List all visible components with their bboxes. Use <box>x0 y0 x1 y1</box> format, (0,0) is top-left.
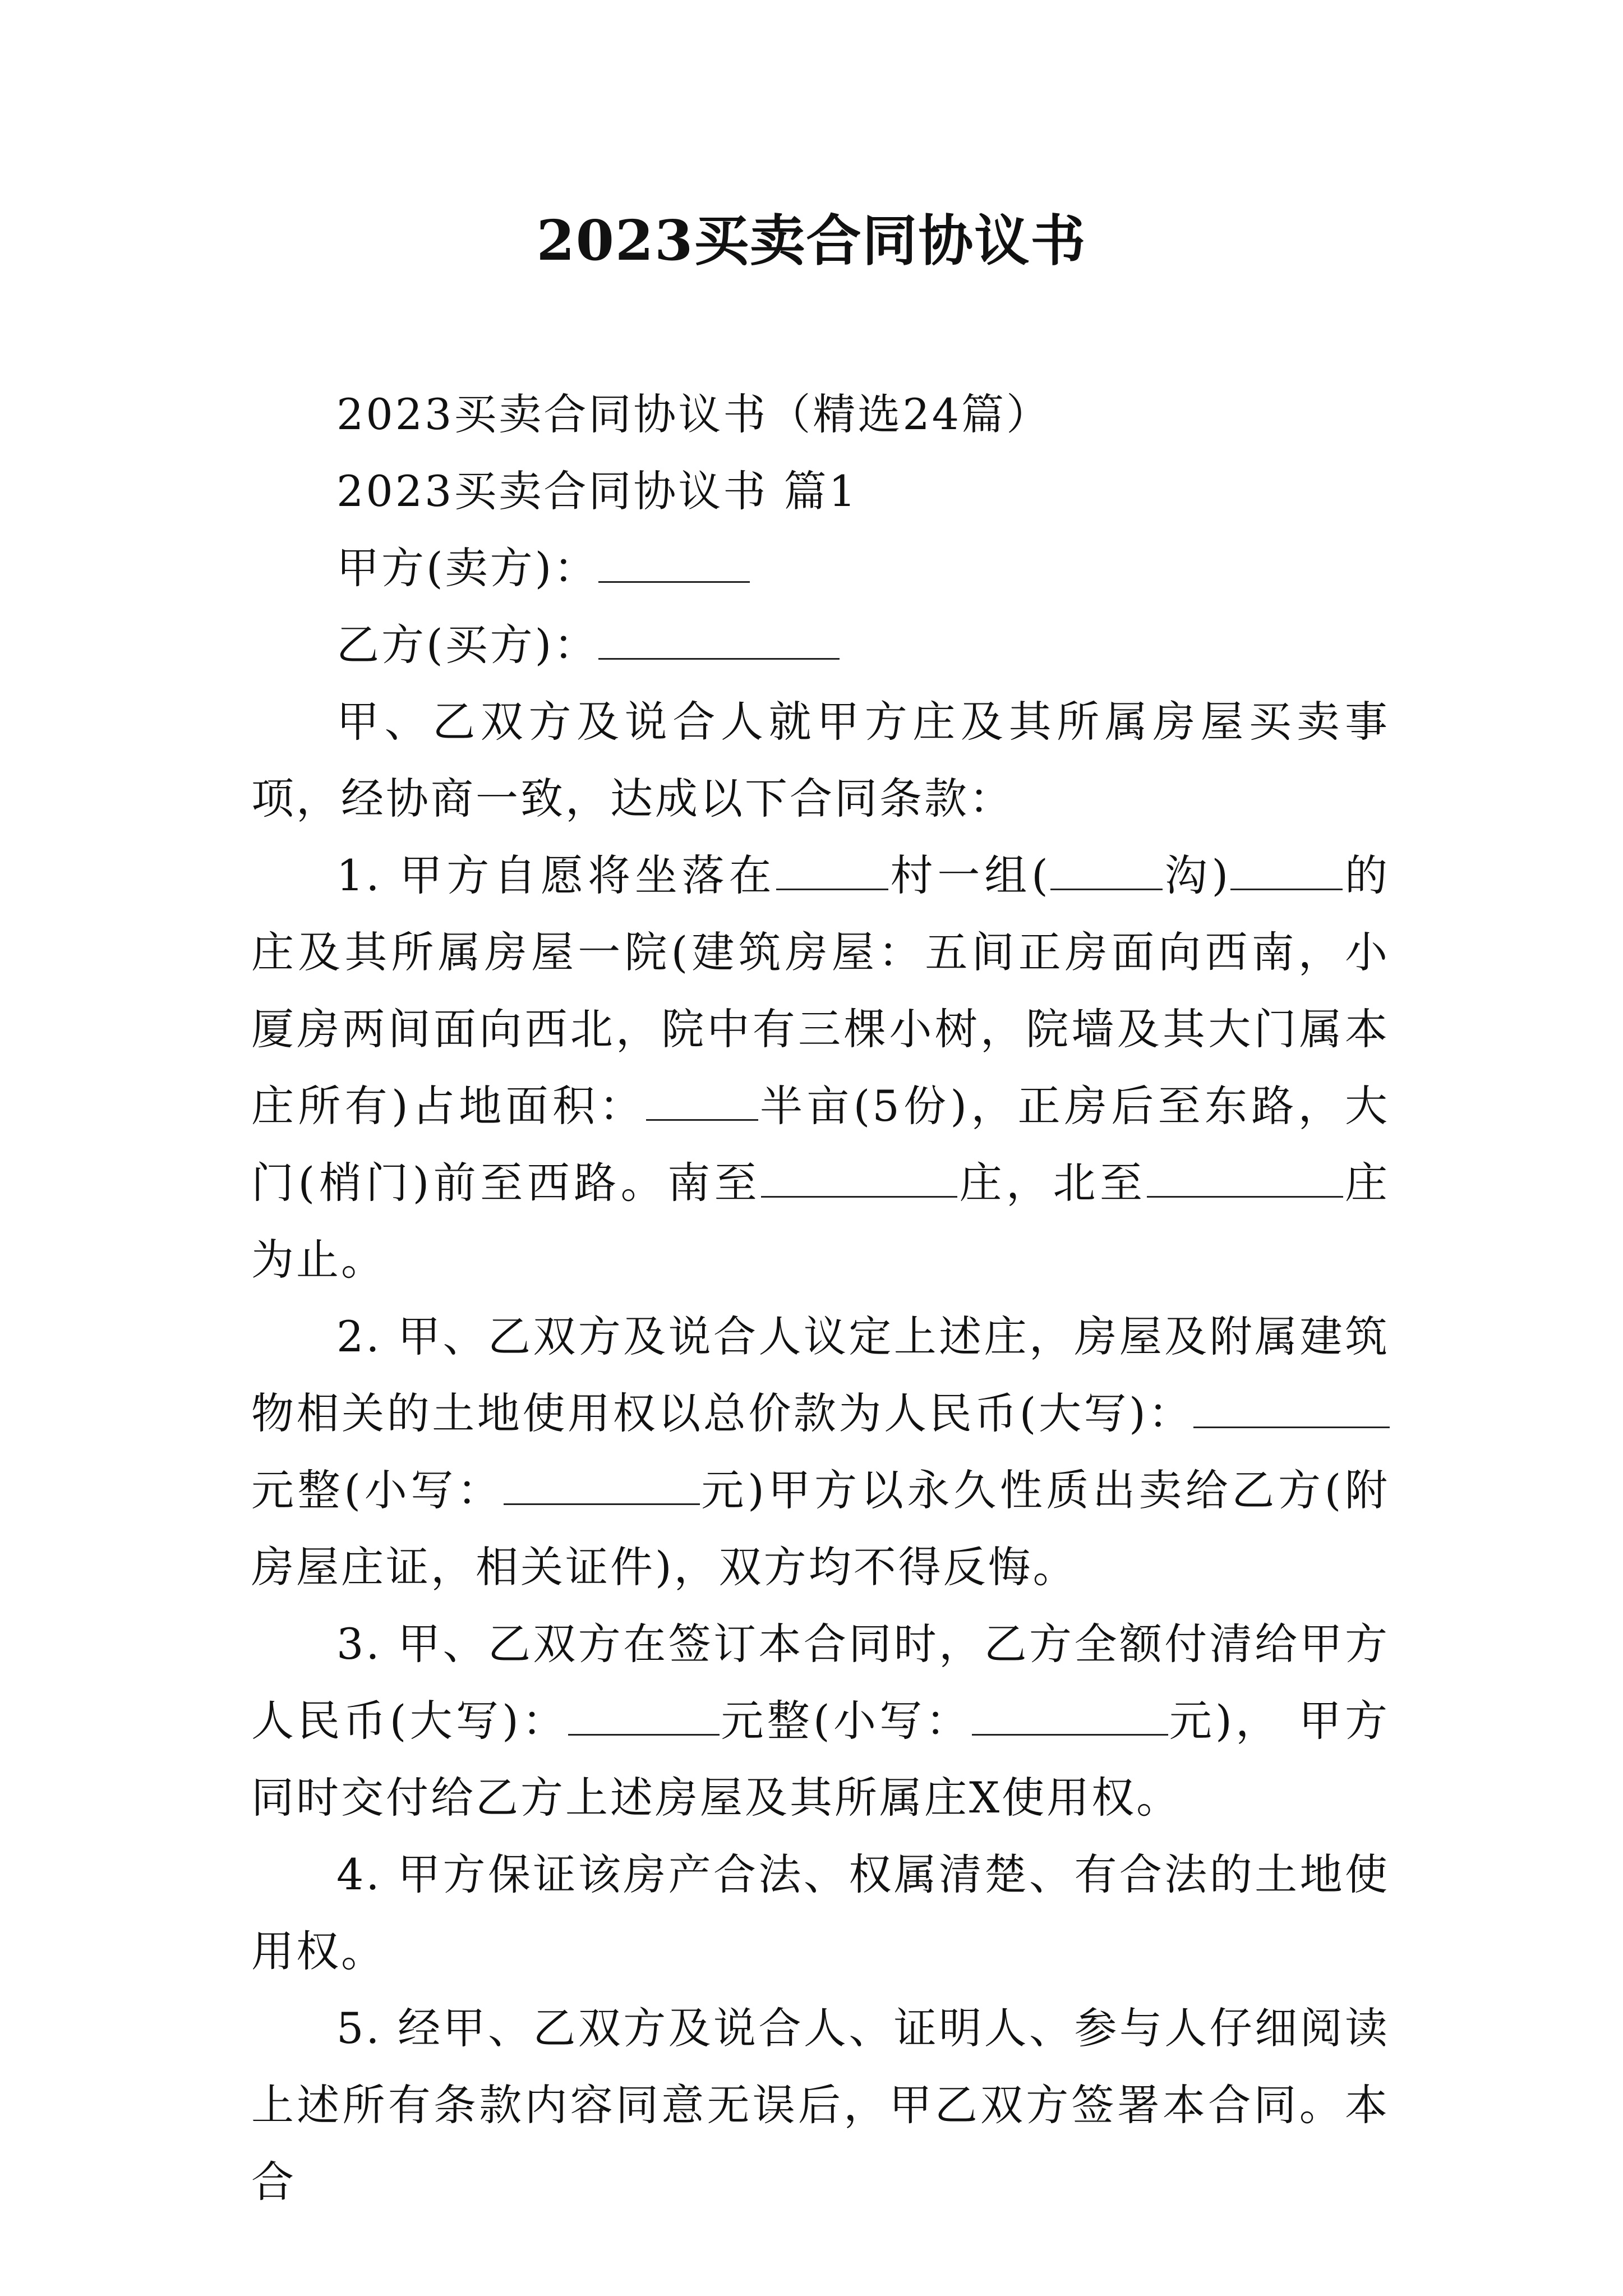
clause-2 <box>251 1298 1390 1605</box>
village-blank <box>776 852 888 890</box>
document-title: 2023买卖合同协议书 <box>536 209 1087 273</box>
clause-3-text-b: 元整(小写： <box>720 1696 972 1746</box>
clause-1 <box>251 837 1390 1298</box>
price-words-blank <box>1193 1389 1390 1428</box>
price-figures-blank <box>504 1466 700 1505</box>
clause-1-text-c: 沟) <box>1162 850 1231 900</box>
clause-4: 4. 甲方保证该房产合法、权属清楚、有合法的土地使用权。 <box>251 1849 1390 1976</box>
clause-1-text-d: 的庄及其所属房屋一院(建筑房屋：五间正房面向西南，小厦房两间面向西北，院中有三棵小树，院墙及其大门属本庄所有)占地面积： <box>251 850 1390 1131</box>
clause-3-text-c: 元)， 甲方同时交付给乙方上述房屋及其所属庄X使用权。 <box>251 1696 1390 1823</box>
clause-1-text-a: 1. 甲方自愿将坐落在 <box>336 850 776 900</box>
party-b-label: 乙方(买方)： <box>336 620 599 670</box>
payment-words-blank <box>568 1697 720 1736</box>
gully-blank <box>1050 852 1163 890</box>
party-a-blank <box>598 544 750 583</box>
clause-2-text-c: 元)甲方以永久性质出卖给乙方(附房屋庄证，相关证件)，双方均不得反悔。 <box>251 1465 1390 1592</box>
clause-1-text-g: 庄为止。 <box>251 1158 1390 1285</box>
party-b-line <box>251 606 1390 683</box>
intro-paragraph: 甲、乙双方及说合人就甲方庄及其所属房屋买卖事项，经协商一致，达成以下合同条款： <box>251 697 1390 823</box>
area-blank <box>646 1082 758 1121</box>
clause-3 <box>251 1605 1390 1836</box>
clause-2-text-b: 元整(小写： <box>251 1465 504 1515</box>
payment-figures-blank <box>972 1697 1168 1736</box>
location-blank <box>1230 852 1343 890</box>
party-a-label: 甲方(卖方)： <box>336 543 599 593</box>
clause-5: 5. 经甲、乙双方及说合人、证明人、参与人仔细阅读上述所有条款内容同意无误后，甲乙双方签署本合同。本合 <box>251 2003 1390 2207</box>
south-boundary-blank <box>761 1159 957 1198</box>
north-boundary-blank <box>1147 1159 1343 1198</box>
party-b-blank <box>598 621 840 660</box>
clause-1-text-e: 半亩(5份)，正房后至东路，大门(梢门)前至西路。南至 <box>251 1081 1390 1208</box>
party-a-line <box>251 530 1390 606</box>
clause-1-text-b: 村一组( <box>888 850 1050 900</box>
clause-1-text-f: 庄，北至 <box>957 1158 1147 1208</box>
clause-2-text-a: 2. 甲、乙双方及说合人议定上述庄，房屋及附属建筑物相关的土地使用权以总价款为人民币(大写)： <box>251 1312 1390 1438</box>
section-heading: 2023买卖合同协议书 篇1 <box>336 466 858 516</box>
document-body <box>251 376 1390 2220</box>
clause-3-text-a: 3. 甲、乙双方在签订本合同时，乙方全额付清给甲方人民币(大写)： <box>251 1619 1390 1746</box>
subtitle: 2023买卖合同协议书（精选24篇） <box>336 389 1052 439</box>
